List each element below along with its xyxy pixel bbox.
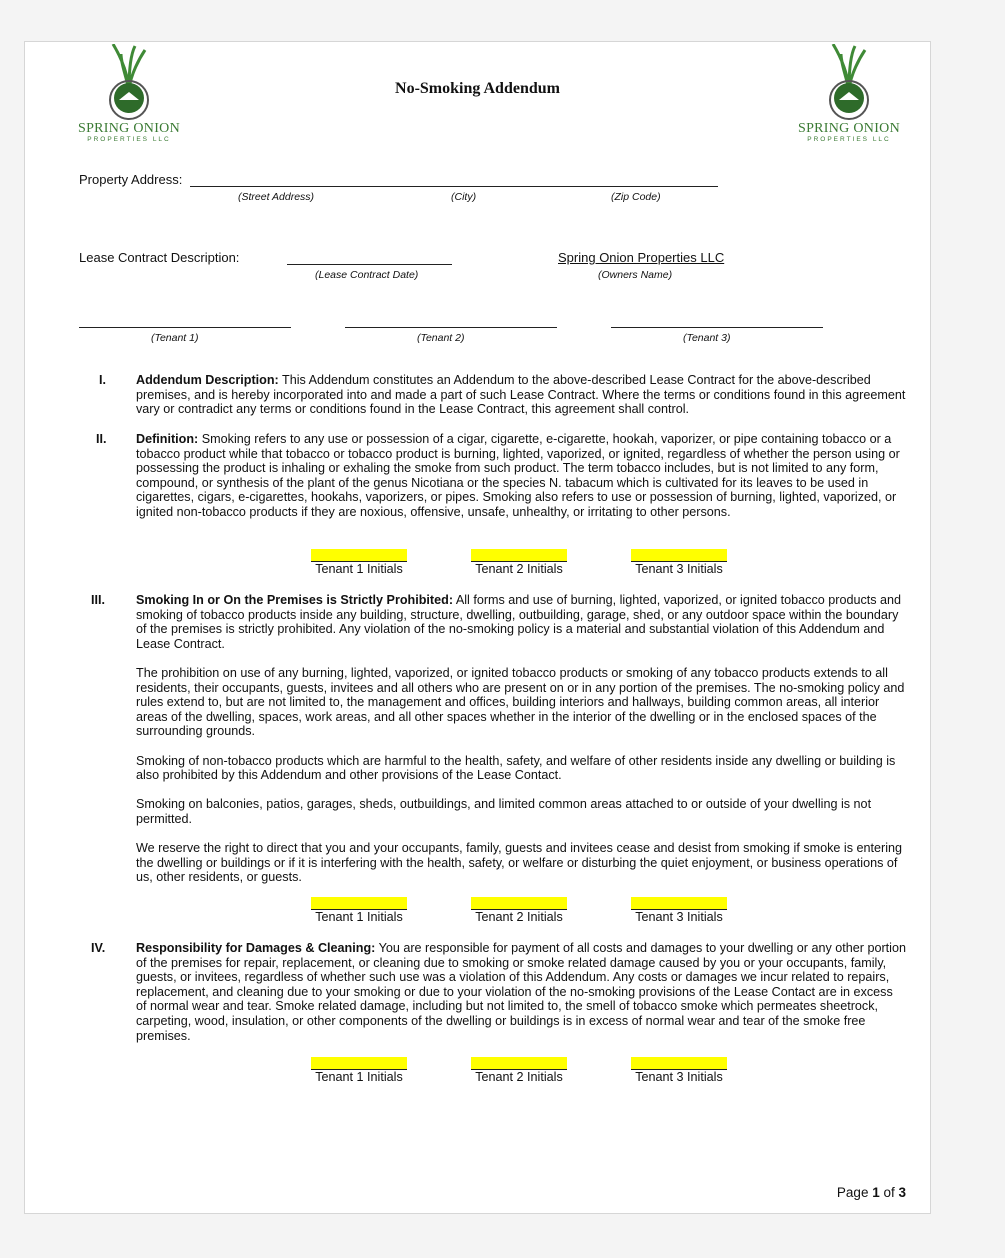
section-damages-cleaning [136, 941, 906, 1058]
initials-label: Tenant 3 Initials [635, 910, 723, 924]
section-heading: Addendum Description: [136, 373, 279, 387]
tenant2-field[interactable] [345, 327, 557, 328]
street-caption: (Street Address) [238, 191, 315, 203]
tenant3-initials[interactable] [631, 1057, 727, 1084]
tenant1-initials[interactable] [311, 1057, 407, 1084]
section-text: This Addendum constitutes an Addendum to the above-described Lease Contract for the above-described premises, and is hereby incorporated into and made a part of such Lease Contract. Where the terms or conditions found in this agreement vary or contradict any terms or conditions found in the Lease Contract, this agreement shall control. [136, 373, 906, 417]
initials-label: Tenant 3 Initials [635, 562, 723, 576]
section-number: III. [91, 593, 105, 607]
section-number: II. [96, 432, 107, 446]
section-heading: Responsibility for Damages & Cleaning: [136, 941, 376, 955]
section-smoking-prohibited [136, 593, 906, 899]
section-heading: Definition: [136, 432, 199, 446]
page-current: 1 [872, 1185, 880, 1200]
initials-label: Tenant 1 Initials [315, 910, 403, 924]
section-text: Smoking of non-tobacco products which are harmful to the health, safety, and welfare of other residents inside any dwelling or building is also prohibited by this Addendum and other provisions of the Lease Contact. [136, 753, 896, 783]
section-text: We reserve the right to direct that you and your occupants, family, guests and invitees cease and desist from smoking if smoke is entering the dwelling or buildings or if it is interfering with the health, safety, or welfare or disturbing the quiet enjoyment, or business operations of us, other residents, or guests. [136, 841, 903, 885]
owner-name: Spring Onion Properties LLC [558, 250, 725, 265]
tenant3-initials[interactable] [631, 897, 727, 924]
section-addendum-description [136, 373, 906, 431]
initials-label: Tenant 2 Initials [475, 910, 563, 924]
initials-label: Tenant 3 Initials [635, 1070, 723, 1084]
page-number [837, 1185, 906, 1200]
tenant1-initials[interactable] [311, 897, 407, 924]
logo-sub: PROPERTIES LLC [807, 136, 891, 143]
lease-date-field[interactable] [287, 264, 452, 265]
tenant1-initials[interactable] [311, 549, 407, 576]
property-address-field[interactable] [190, 186, 718, 187]
section-number: I. [99, 373, 106, 387]
section-definition [136, 432, 906, 534]
zip-caption: (Zip Code) [611, 191, 661, 203]
property-address-label: Property Address: [79, 172, 183, 187]
page-total: 3 [898, 1185, 906, 1200]
tenant2-initials[interactable] [471, 1057, 567, 1084]
section-text: You are responsible for payment of all costs and damages to your dwelling or any other portion of the premises for repair, replacement, or cleaning due to smoking or smoke related damage caused by you or your occupants, family, guests, or invitees, regardless of whether such use was a violation of this Addendum. Any costs or damages we incur related to repairs, replacement, and cleaning due to your smoking or due to your violation of the no-smoking provisions of the Lease Contact are in excess of normal wear and tear. Smoke related damage, including but not limited to, the smell of tobacco smoke which permeates sheetrock, carpeting, wood, insulation, or other components of the dwelling or buildings is in excess of normal wear and tear of the smoke free premises. [136, 941, 906, 1043]
section-text: Smoking on balconies, patios, garages, sheds, outbuildings, and limited common areas attached to or outside of your dwelling is not permitted. [136, 797, 872, 826]
logo-name: SPRING ONION [798, 121, 900, 136]
lease-date-caption: (Lease Contract Date) [315, 269, 419, 281]
lease-description-label: Lease Contract Description: [79, 250, 240, 265]
section-number: IV. [91, 941, 106, 955]
initials-label: Tenant 1 Initials [315, 1070, 403, 1084]
page-of: of [879, 1185, 899, 1200]
section-heading: Smoking In or On the Premises is Strictly Prohibited: [136, 593, 454, 607]
section-text: The prohibition on use of any burning, lighted, vaporized, or ignited tobacco products or smoking of any tobacco products extends to all residents, their occupants, guests, invitees and all others who are present on or in any portion of the premises. The no-smoking policy and rules extend to, but are not limited to, the management and offices, building interiors and hallways, building common areas, all interior areas of the dwelling, spaces, work areas, and all other spaces whether in the interior of the dwelling or in the enclosed spaces of the surrounding grounds. [136, 665, 905, 739]
owner-caption: (Owners Name) [598, 269, 673, 281]
initials-label: Tenant 2 Initials [475, 562, 563, 576]
tenant3-field[interactable] [611, 327, 823, 328]
tenant3-initials[interactable] [631, 549, 727, 576]
tenant2-initials[interactable] [471, 897, 567, 924]
tenant1-caption: (Tenant 1) [151, 332, 199, 344]
tenant2-initials[interactable] [471, 549, 567, 576]
tenant1-field[interactable] [79, 327, 291, 328]
document-title: No-Smoking Addendum [395, 80, 560, 97]
section-text: Smoking refers to any use or possession of a cigar, cigarette, e-cigarette, hookah, vaporizer, or pipe containing tobacco or a tobacco product while that tobacco or tobacco product is burning, lighted, vaporized, or ignited, regardless of whether the person using or possessing the product is inhaling or exhaling the smoke from such product. The term tobacco includes, but is not limited to any form, compound, or synthesis of the plant of the genus Nicotiana or the species N. tabacum which is cultivated for its leaves to be used in cigarettes, cigars, e-cigarettes, hookahs, vaporizers, or pipes. Smoking also refers to use or possession of burning, lighted, vaporized, or ignited non-tobacco products if they are noxious, offensive, unsafe, unhealthy, or irritating to other persons. [136, 432, 900, 519]
page-prefix: Page [836, 1185, 873, 1200]
initials-label: Tenant 1 Initials [315, 562, 403, 576]
tenant2-caption: (Tenant 2) [417, 332, 465, 344]
logo-name: SPRING ONION [78, 121, 180, 136]
section-text: All forms and use of burning, lighted, vaporized, or ignited tobacco products and smoking of tobacco products inside any building, structure, dwelling, outbuilding, garage, shed, or any outdoor space within the boundary of the premises is strictly prohibited. Any violation of the no-smoking policy is a material and substantial violation of this Addendum and Lease Contract. [136, 593, 902, 651]
logo-sub: PROPERTIES LLC [87, 136, 171, 143]
city-caption: (City) [451, 191, 477, 203]
tenant3-caption: (Tenant 3) [683, 332, 731, 344]
document-page [24, 41, 931, 1214]
initials-label: Tenant 2 Initials [475, 1070, 563, 1084]
